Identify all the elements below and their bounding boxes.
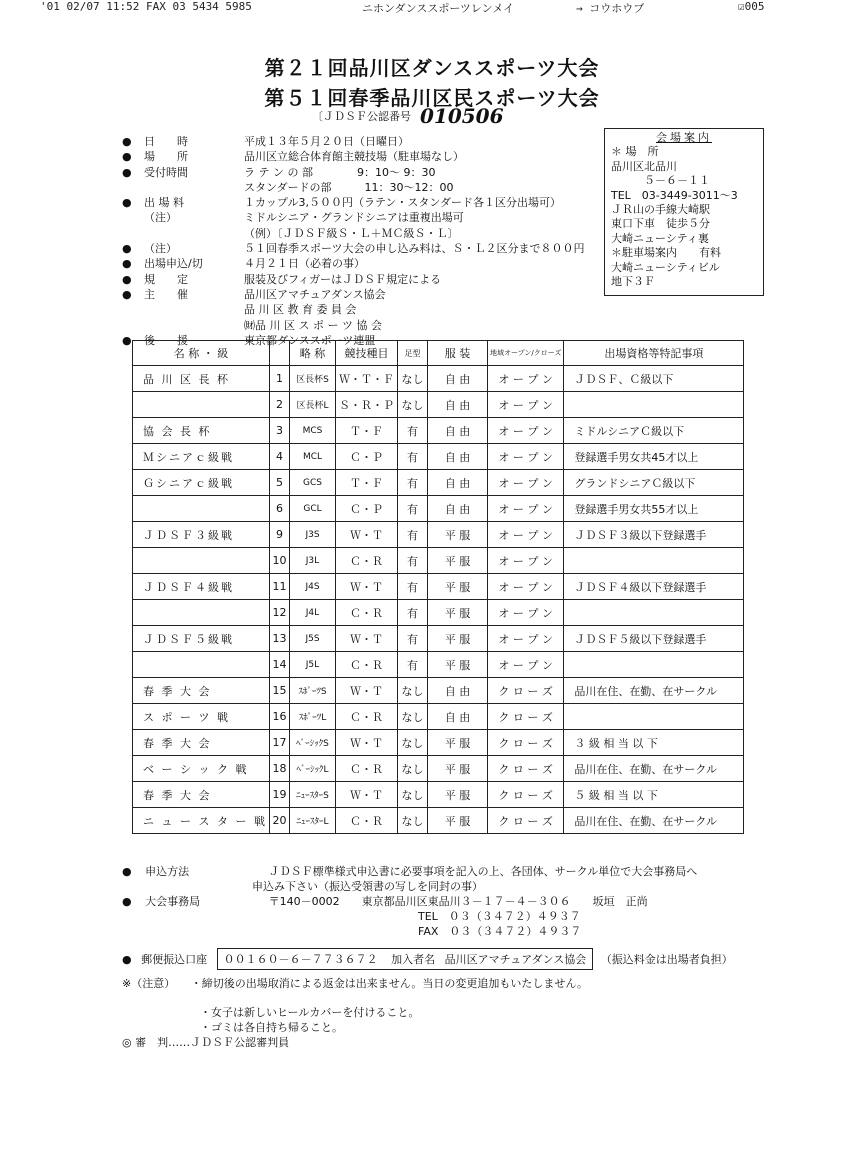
cell-qual: ＪＤＳＦ５級以下登録選手 [564,626,744,652]
cell-abbr: 区長杯S [289,366,335,392]
cell-dress: 自 由 [427,470,487,496]
cell-abbr: ﾍﾞｰｼｯｸS [289,730,335,756]
cell-event: Ｗ・Ｔ・Ｆ [335,366,397,392]
fax-header [40,0,820,14]
venue-line: 東口下車 徒歩５分 [611,217,710,231]
info-bullet: ● [122,165,132,179]
cell-dress: 平 服 [427,652,487,678]
cell-name: 品 川 区 長 杯 [133,366,270,392]
table-row [133,470,744,496]
info-value: ミドルシニア・グランドシニアは重複出場可 [244,211,464,225]
cell-event: Ｗ・Ｔ [335,522,397,548]
info-bullet: ● [122,150,132,164]
info-value: 東京都ダンススポーツ連盟 [244,333,376,347]
cell-step: 有 [397,574,427,600]
cell-open: オ ー プ ン [487,392,563,418]
cell-no: 5 [269,470,289,496]
cell-open: ク ロ ー ズ [487,730,563,756]
cell-event: Ｗ・Ｔ [335,626,397,652]
header-open-closed: 地域オープン/クローズ [487,341,563,366]
office-address: 〒140－0002 東京都品川区東品川３－１７－４－３０６ 坂垣 正尚 [268,895,648,908]
info-label: 出場申込/切 [144,257,203,271]
cell-name: 協 会 長 杯 [133,418,270,444]
cell-name: ＪＤＳＦ４級戦 [133,574,270,600]
cell-no: 2 [269,392,289,418]
cell-abbr: ｽﾎﾟｰﾂS [289,678,335,704]
cell-qual: 登録選手男女共55才以上 [564,496,744,522]
cell-no: 1 [269,366,289,392]
info-label: 主 催 [144,287,188,301]
cell-name: 春 季 大 会 [133,678,270,704]
cell-name: ス ポ ー ツ 戦 [133,704,270,730]
cell-name: ニ ュ ー ス タ ー 戦 [133,808,270,834]
cell-name: 春 季 大 会 [133,730,270,756]
cell-step: 有 [397,652,427,678]
venue-line: 大崎ニューシティ裏 [611,231,709,245]
office-label: 大会事務局 [145,895,201,908]
cell-abbr: ﾆｭｰｽﾀｰL [289,808,335,834]
info-value: スタンダードの部 11：30～12：00 [244,180,454,194]
events-table [132,340,744,834]
cell-dress: 自 由 [427,418,487,444]
bullet: ● [122,865,132,878]
cell-step: なし [397,392,427,418]
cell-step: 有 [397,522,427,548]
cell-step: 有 [397,470,427,496]
office-fax: FAX ０３（３４７２）４９３７ [418,925,582,938]
cell-abbr: ﾍﾞｰｼｯｸL [289,756,335,782]
cell-no: 3 [269,418,289,444]
cell-step: 有 [397,418,427,444]
cell-qual [564,704,744,730]
cell-no: 13 [269,626,289,652]
info-bullet: ● [122,135,132,148]
table-row [133,574,744,600]
table-row [133,678,744,704]
fax-page-number: ☑005 [738,0,765,13]
info-label: （注） [144,211,177,225]
judge-note: ◎ 審 判……ＪＤＳＦ公認審判員 [122,1036,290,1049]
cell-dress: 自 由 [427,704,487,730]
cell-abbr: MCS [289,418,335,444]
cell-open: オ ー プ ン [487,548,563,574]
cell-name: Ｍシニアｃ級戦 [133,444,270,470]
office-tel: TEL ０３（３４７２）４９３７ [418,910,581,923]
venue-line: 地下３Ｆ [611,275,655,289]
cell-abbr: GCS [289,470,335,496]
info-bullet: ● [122,242,132,256]
method-label: 申込方法 [145,865,190,878]
cell-step: 有 [397,600,427,626]
cell-open: オ ー プ ン [487,444,563,470]
cell-name [133,600,270,626]
cell-abbr: J3L [289,548,335,574]
cell-event: Ｃ・Ｐ [335,496,397,522]
cell-name: 春 季 大 会 [133,782,270,808]
venue-guide-box [604,128,764,296]
cell-open: オ ー プ ン [487,574,563,600]
header-dress: 服 装 [427,341,487,366]
venue-line: TEL 03-3449-3011～3 [611,188,738,202]
notes-label: ※（注意） [122,977,176,990]
table-row [133,418,744,444]
header-name: 名 称 ・ 級 [133,341,270,366]
cell-open: ク ロ ー ズ [487,704,563,730]
cell-open: オ ー プ ン [487,470,563,496]
venue-line: ＪＲ山の手線大崎駅 [611,203,710,217]
table-row [133,496,744,522]
cell-abbr: J4S [289,574,335,600]
cell-no: 20 [269,808,289,834]
cell-step: なし [397,678,427,704]
cell-open: オ ー プ ン [487,522,563,548]
cell-step: なし [397,808,427,834]
cell-event: Ｃ・Ｒ [335,548,397,574]
cell-qual: ＪＤＳＦ、Ｃ級以下 [564,366,744,392]
cell-abbr: J4L [289,600,335,626]
table-row [133,522,744,548]
title-line-1: 第２１回品川区ダンススポーツ大会 [264,56,600,80]
table-row [133,366,744,392]
bullet: ● [122,953,132,966]
payee-name: 品川区アマチュアダンス協会 [444,953,587,966]
cell-qual: ５ 級 相 当 以 下 [564,782,744,808]
cell-abbr: J3S [289,522,335,548]
cell-abbr: MCL [289,444,335,470]
cell-step: なし [397,782,427,808]
info-value: 品川区アマチュアダンス協会 [244,287,386,301]
venue-line: 大崎ニューシティビル [611,260,720,274]
cell-event: Ｗ・Ｔ [335,730,397,756]
cell-no: 16 [269,704,289,730]
cell-no: 15 [269,678,289,704]
info-bullet: ● [122,257,132,271]
cell-dress: 自 由 [427,392,487,418]
cell-event: Ｃ・Ｒ [335,600,397,626]
notes-section [122,976,588,1050]
table-row [133,600,744,626]
cell-qual: 登録選手男女共45才以上 [564,444,744,470]
cell-abbr: 区長杯L [289,392,335,418]
note-item: ・女子は新しいヒールカバーを付けること。 [200,1006,420,1019]
table-row [133,444,744,470]
cell-dress: 平 服 [427,730,487,756]
info-label: （注） [144,242,177,256]
header-event: 競技種目 [335,341,397,366]
cell-event: Ｃ・Ｒ [335,704,397,730]
cell-no: 12 [269,600,289,626]
venue-line: 品川区北品川 [611,159,677,173]
info-label: 規 定 [144,272,188,286]
certification-number: 010506 [420,104,504,128]
cell-dress: 平 服 [427,626,487,652]
cell-dress: 平 服 [427,782,487,808]
cell-open: オ ー プ ン [487,652,563,678]
cell-no: 4 [269,444,289,470]
cell-no: 6 [269,496,289,522]
table-row [133,782,744,808]
cell-open: ク ロ ー ズ [487,678,563,704]
cell-name: ＪＤＳＦ３級戦 [133,522,270,548]
cell-no: 19 [269,782,289,808]
fax-datetime: '01 02/07 11:52 FAX 03 5434 5985 [40,0,252,13]
cell-no: 11 [269,574,289,600]
info-value: 品 川 区 教 育 委 員 会 [244,303,357,317]
cell-abbr: ﾆｭｰｽﾀｰS [289,782,335,808]
cell-qual: ３ 級 相 当 以 下 [564,730,744,756]
venue-line: ＊駐車場案内 有料 [611,246,721,260]
cell-open: オ ー プ ン [487,496,563,522]
cell-event: Ｗ・Ｔ [335,678,397,704]
cell-qual: 品川在住、在勤、在サークル [564,808,744,834]
cell-qual: ミドルシニアＣ級以下 [564,418,744,444]
title-line-2: 第５１回春季品川区民スポーツ大会 [264,86,600,110]
cell-qual [564,548,744,574]
venue-line: ５－６－１１ [611,174,710,188]
fax-sender: ニホンダンススポーツレンメイ [362,2,515,15]
cell-dress: 平 服 [427,808,487,834]
cell-name: Ｇシニアｃ級戦 [133,470,270,496]
cell-open: ク ロ ー ズ [487,782,563,808]
cell-no: 9 [269,522,289,548]
info-label: 日 時 [144,135,188,148]
cell-dress: 平 服 [427,522,487,548]
cell-event: Ｔ・Ｆ [335,418,397,444]
application-section [122,864,697,939]
cell-step: 有 [397,444,427,470]
cell-abbr: ｽﾎﾟｰﾂL [289,704,335,730]
cell-open: ク ロ ー ズ [487,808,563,834]
cell-name: ＪＤＳＦ５級戦 [133,626,270,652]
info-label: 場 所 [144,150,188,164]
cell-name [133,652,270,678]
postal-account-number: ００１６０－６－７７３６７２ [223,953,378,966]
method-line-2: 申込み下さい（振込受領書の写しを同封の事） [252,880,483,893]
cell-event: Ｔ・Ｆ [335,470,397,496]
method-line-1: ＪＤＳＦ標準様式申込書に必要事項を記入の上、各団体、サークル単位で大会事務局へ [268,865,698,878]
table-row [133,808,744,834]
cell-step: 有 [397,496,427,522]
cell-step: なし [397,756,427,782]
cell-event: Ｃ・Ｐ [335,444,397,470]
cell-open: オ ー プ ン [487,600,563,626]
cell-dress: 平 服 [427,600,487,626]
info-value: １カップル3,５００円（ラテン・スタンダード各１区分出場可） [244,196,561,210]
cell-dress: 自 由 [427,366,487,392]
cell-qual: グランドシニアＣ級以下 [564,470,744,496]
cell-qual [564,600,744,626]
cell-dress: 平 服 [427,574,487,600]
cell-qual: ＪＤＳＦ３級以下登録選手 [564,522,744,548]
cell-qual [564,652,744,678]
info-label: 出 場 料 [144,196,184,210]
cell-open: ク ロ ー ズ [487,756,563,782]
cell-event: Ｃ・Ｒ [335,652,397,678]
cell-event: Ｗ・Ｔ [335,782,397,808]
info-value: 平成１３年５月２０日（日曜日） [244,135,409,148]
info-bullet: ● [122,272,132,286]
cell-step: なし [397,366,427,392]
bullet: ● [122,895,132,908]
cell-no: 14 [269,652,289,678]
cell-event: Ｓ・Ｒ・Ｐ [335,392,397,418]
info-bullet: ● [122,196,132,210]
table-row [133,756,744,782]
header-step: 足型 [397,341,427,366]
events-table-body [133,366,744,834]
info-bullet: ● [122,287,132,301]
cell-qual: 品川在住、在勤、在サークル [564,756,744,782]
note-item: ・締切後の出場取消による返金は出来ません。当日の変更追加もいたしません。 [190,977,589,990]
cell-open: オ ー プ ン [487,366,563,392]
note-item: ・ゴミは各自持ち帰ること。 [200,1021,343,1034]
cell-qual: 品川在住、在勤、在サークル [564,678,744,704]
postal-account-box [217,948,594,970]
info-value: ４月２１日（必着の事） [244,257,365,271]
cell-name [133,548,270,574]
cell-event: Ｃ・Ｒ [335,808,397,834]
payee-label: 加入者名 [391,953,436,966]
cell-qual [564,392,744,418]
cell-open: オ ー プ ン [487,418,563,444]
info-bullet: ● [122,333,132,347]
table-row [133,392,744,418]
cell-abbr: J5L [289,652,335,678]
header-qualification: 出場資格等特記事項 [564,341,744,366]
info-value: 品川区立総合体育館主競技場（駐車場なし） [244,150,464,164]
cell-no: 18 [269,756,289,782]
venue-guide-title: 会場案内 [656,131,712,144]
cell-name: ベ ー シ ッ ク 戦 [133,756,270,782]
header-abbreviation: 略 称 [289,341,335,366]
cell-step: なし [397,730,427,756]
cell-no: 17 [269,730,289,756]
table-row [133,704,744,730]
cell-dress: 平 服 [427,548,487,574]
info-value: （例）〔ＪＤＳＦ級Ｓ・Ｌ＋ＭＣ級Ｓ・Ｌ〕 [244,226,459,240]
cell-event: Ｃ・Ｒ [335,756,397,782]
table-header-row [133,341,744,366]
info-label: 受付時間 [144,165,188,179]
cell-dress: 自 由 [427,678,487,704]
postal-label: 郵便振込口座 [141,953,208,966]
info-value: ５１回春季スポーツ大会の申し込み料は、Ｓ・Ｌ２区分まで８００円 [244,242,585,256]
cell-dress: 平 服 [427,756,487,782]
postal-note: （振込料金は出場者負担） [600,953,733,966]
cell-step: なし [397,704,427,730]
cell-name [133,392,270,418]
cell-dress: 自 由 [427,496,487,522]
cell-name [133,496,270,522]
info-value: ラ テ ン の 部 9：10～ 9：30 [244,165,436,179]
table-row [133,730,744,756]
cell-open: オ ー プ ン [487,626,563,652]
fax-recipient: → コウホウブ [576,2,645,15]
cell-step: 有 [397,626,427,652]
info-value: 服装及びフィガーはＪＤＳＦ規定による [244,272,442,286]
venue-line: ＊ 場 所 [611,145,659,159]
cell-qual: ＪＤＳＦ４級以下登録選手 [564,574,744,600]
cell-dress: 自 由 [427,444,487,470]
cell-abbr: GCL [289,496,335,522]
table-row [133,626,744,652]
table-row [133,652,744,678]
postal-transfer [122,948,733,970]
table-row [133,548,744,574]
cell-no: 10 [269,548,289,574]
info-value: ㈶品 川 区 ス ポ ー ツ 協 会 [244,318,382,332]
cell-event: Ｗ・Ｔ [335,574,397,600]
info-label: 後 援 [144,333,188,347]
header-number [269,341,289,366]
cell-step: 有 [397,548,427,574]
certification-label: 〔ＪＤＳＦ公認番号 [312,110,411,123]
cell-abbr: J5S [289,626,335,652]
